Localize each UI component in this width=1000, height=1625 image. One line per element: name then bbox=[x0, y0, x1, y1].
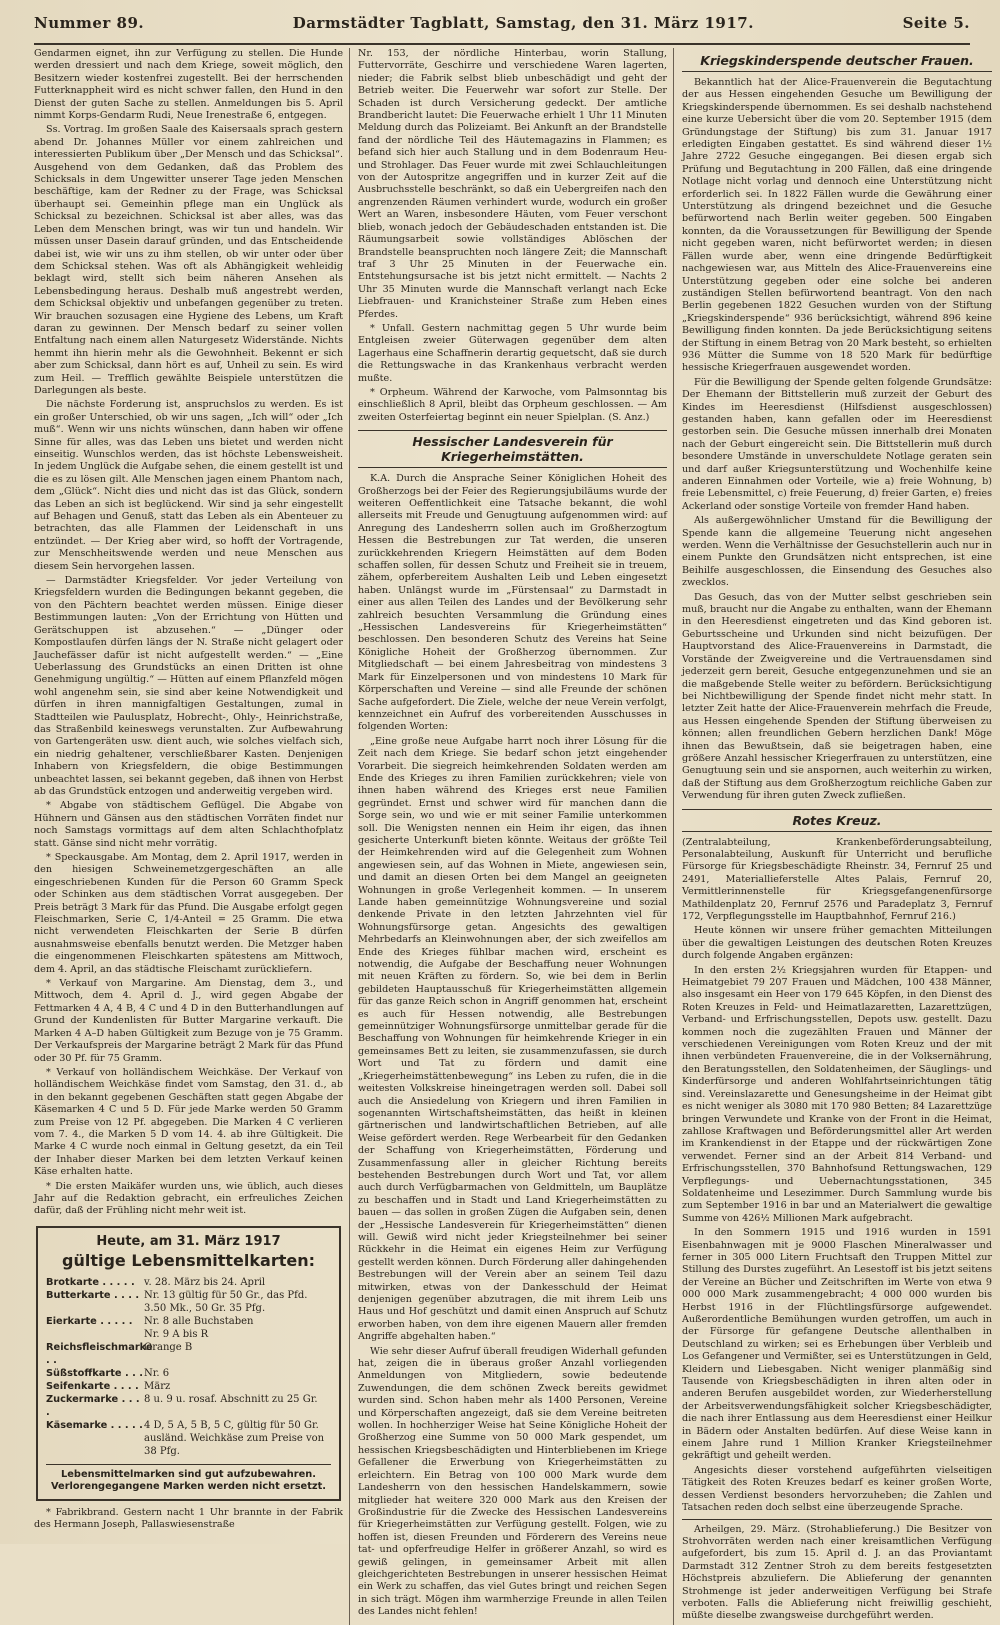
ration-card-name: Käsemarke . . . . . bbox=[46, 1419, 143, 1431]
paragraph: Wie sehr dieser Aufruf überall freudigen Widerhall gefunden hat, zeigen die in überaus großer Anzahl vorliegenden Anmeldungen von Mitgliedern, sowie bedeutende Zuwendungen, die dem schönen Zweck bereits gewidmet wurden sind. Schon haben mehr als 1400 Personen, Vereine und Körperschaften angezeigt, daß sie dem Vereine beitreten wollen. In hochherziger Weise hat Seine Königliche Hoheit der Großherzog eine Summe von 50 000 Mark gespendet, um hessischen Kriegsbeschädigten und Hinterbliebenen im Kriege Gefallener die Erwerbung von Kriegerheimstätten zu erleichtern. Ein Betrag von 100 000 Mark wurde dem Landesherrn von den hessischen Handelskammern, sowie mitglieder hat weitere 320 000 Mark aus den Kreisen der Großindustrie für die Zwecke des Hessischen Landesvereins für Kriegerheimstätten zur Verfügung gestellt. Folgen, wie zu hoffen ist, diesen Freunden und Förderern des Vereins neue tat- und opferfreudige Helfer in größerer Anzahl, so wird es gewiß gelingen, in gemeinsamer Arbeit mit allen gleichgerichteten Bestrebungen in unserer hessischen Heimat ein Werk zu schaffen, das viel Gutes bringt und reichen Segen in sich trägt. Mögen ihm warmherzige Freunde in allen Teilen des Landes nicht fehlen! bbox=[358, 1345, 667, 1618]
section-heading: Kriegskinderspende deutscher Frauen. bbox=[682, 50, 992, 72]
paragraph: „Eine große neue Aufgabe harrt noch ihrer Lösung für die Zeit nach dem Kriege. Sie bedarf schon jetzt eingehender Vorarbeit. Die siegreich heimkehrenden Soldaten werden am Ende des Krieges zu ihren Familien zurückkehren; viele von ihnen haben während des Krieges erst neue Familien gegründet. Ernst und schwer wird für manchen dann die Sorge sein, wo und wie er mit seiner Familie unterkommen soll. Die Wenigsten nennen ein Heim ihr eigen, das ihnen gesicherte Unterkunft bieten könnte. Weitaus der größte Teil der Heimkehrenden wird auf die Gelegenheit zum Wohnen angewiesen sein, auf das Wohnen in Miete, angewiesen sein, und damit an diesen Orten bei dem Mangel an geeigneten Wohnungen in große Verlegenheit kommen. — In unserem Lande haben gemeinnützige Wohnungsvereine und sozial denkende Private in den letzten Jahrzehnten viel für Wohnungsfürsorge getan. Angesichts des gewaltigen Mehrbedarfs an Kleinwohnungen aber, der sich zweifellos am Ende des Krieges fühlbar machen wird, erscheint es notwendig, die Aufgabe der Beschaffung neuer Wohnungen mit neuen Kräften zu fördern. So, wie bei dem in Berlin gebildeten Hauptausschuß für Kriegerheimstätten allgemein für das ganze Reich schon in Angriff genommen hat, erscheint es auch für Hessen notwendig, alle Bestrebungen gemeinnütziger Wohnungsfürsorge unmittelbar gerade für die Beschaffung von Wohnungen für heimkehrende Krieger in ein gemeinsames Bett zu leiten, sie zusammenzufassen, sie durch Wort und Tat zu fördern und damit eine „Kriegerheimstättenbewegung“ ins Leben zu rufen, die in die weitesten Volkskreise hineingetragen werden soll. Dabei soll auch die Ansiedelung von Kriegern und ihren Familien in sogenannten Wirtschaftsheimstätten, das heißt in kleinen gärtnerischen und landwirtschaftlichen Betrieben, auf alle Weise gefördert werden. Rege Werbearbeit für den Gedanken der Schaffung von Kriegerheimstätten, Förderung und Zusammenfassung aller in gleicher Richtung bereits bestehenden Bestrebungen durch Wort und Tat, vor allem auch durch Verfügbarmachen von Geldmitteln, um Bauplätze zu beschaffen und in Stadt und Land Kriegerheimstätten zu bauen — das sollen in großen Zügen die Aufgaben sein, denen der „Hessische Landesverein für Kriegerheimstätten“ dienen will. Gewiß wird nicht jeder Kriegsteilnehmer bei seiner Rückkehr in die Heimat ein eigenes Heim zur Verfügung gestellt werden können. Durch Förderung aller dahingehenden Bestrebungen will der Verein aber an seinem Teil dazu mitwirken, etwas von der Dankesschuld der Heimat denjenigen gegenüber abzutragen, die mit ihrem Leib uns Haus und Hof geschützt und damit einen Anspruch auf Schutz erworben haben, von dem ihre eigenen Mauern aller fremden Angriffe abgehalten haben.“ bbox=[358, 735, 667, 1343]
paragraph: * Orpheum. Während der Karwoche, vom Palmsonntag bis einschließlich 8 April, bleibt das Orpheum geschlossen. — Am zweiten Osterfeiertag beginnt ein neuer Spielplan. (S. Anz.) bbox=[358, 386, 667, 423]
ration-card-box bbox=[36, 1226, 341, 1501]
paragraph: Arheilgen, 29. März. (Strohablieferung.) Die Besitzer von Strohvorräten werden nach einer kreisamtlichen Verfügung aufgefordert, bis zum 15. April d. J. an das Proviantamt Darmstadt 312 Zentner Stroh zu dem bereits festgesetzten Höchstpreis abzuliefern. Die Ablieferung der genannten Strohmenge ist jeder anderweitigen Verfügung bei Strafe verboten. Falls die Ablieferung nicht freiwillig geschieht, müßte dieselbe zwangsweise durchgeführt werden. bbox=[682, 1523, 992, 1622]
column-1 bbox=[34, 48, 350, 1625]
box-title: Heute, am 31. März 1917 bbox=[96, 1233, 281, 1249]
ration-row bbox=[46, 1341, 331, 1367]
paragraph: Für die Bewilligung der Spende gelten folgende Grundsätze: Der Ehemann der Bittstellerin muß zurzeit der Geburt des Kindes im Heeresdienst (Hilfsdienst ausgeschlossen) gestanden haben, kann gefallen oder im Heeresdienst gestorben sein. Die Gesuche müssen innerhalb drei Monaten nach der Geburt eingereicht sein. Die Bittstellerin muß durch besondere Umstände in unverschuldete Notlage geraten sein und darf außer Kriegsunterstützung und Wochenhilfe keine anderen Einnahmen oder Vorteile, wie a) freie Wohnung, b) freie Lebensmittel, c) freie Feuerung, d) freier Garten, e) freies Ackerland oder sonstige Vorteile von fremder Hand haben. bbox=[682, 376, 992, 512]
ration-card-name: Brotkarte . . . . . bbox=[46, 1276, 135, 1288]
paragraph: Ss. Vortrag. Im großen Saale des Kaisersaals sprach gestern abend Dr. Johannes Müller vor einem zahlreichen und interessierten Publikum über „Der Mensch und das Schicksal“. Ausgehend von dem Gedanken, daß das Problem des Schicksals in dem Ungewitter unserer Tage jeden Menschen beschäftige, kam der Redner zu der Frage, was Schicksal überhaupt sei. Gemeinhin pflege man ein Unglück als Schicksal zu bezeichnen. Schicksal ist aber alles, was das Leben dem Menschen bringt, was wir tun und handeln. Wir müssen unser Dasein darauf gründen, und das Entscheidende dabei ist, wie wir uns zu ihm stellen, ob wir unter oder über dem Schicksal stehen. Was oft als Abhängigkeit wehleidig beklagt wird, stellt sich beim näheren Ansehen als Lebensbedingung heraus. Deshalb muß angestrebt werden, dem Schicksal objektiv und unbefangen gegenüber zu treten. Wir brauchen sozusagen eine Hygiene des Lebens, um Kraft daran zu gewinnen. Der Mensch bedarf zu seiner vollen Entfaltung nach einem allen Naturgesetz Widerstände. Nichts hemmt ihn hierin mehr als die Gewohnheit. Bekennt er sich aber zum Schicksal, dann hört es auf, Unheil zu sein. Es wird zum Heil. — Trefflich gewählte Beispiele unterstützen die Darlegungen als beste. bbox=[34, 124, 343, 396]
column-2 bbox=[358, 48, 674, 1625]
paragraph: (Zentralabteilung, Krankenbeförderungsabteilung, Personalabteilung, Auskunft für Unterricht und berufliche Fürsorge für Kriegsbeschädigte Rheinstr. 34, Fernruf 25 und 2491, Materiallieferstelle Altes Palais, Fernruf 20, Vermittlerinnenstelle für Kriegsgefangenenfürsorge Mathildenplatz 20, Fernruf 2576 und Paradeplatz 3, Fernruf 172, Verpflegungsstelle im Hauptbahnhof, Fernruf 216.) bbox=[682, 836, 992, 922]
ration-card-value: 4 D, 5 A, 5 B, 5 C, gültig für 50 Gr. ausländ. Weichkäse zum Preise von 38 Pfg. bbox=[144, 1419, 325, 1457]
paragraph: Heute können wir unsere früher gemachten Mitteilungen über die gewaltigen Leistungen des deutschen Roten Kreuzes durch folgende Angaben ergänzen: bbox=[682, 925, 992, 962]
ration-card-name: Süßstoffkarte . . . bbox=[46, 1367, 143, 1379]
page-number: Seite 5. bbox=[902, 14, 970, 32]
paragraph: * Fabrikbrand. Gestern nacht 1 Uhr brannte in der Fabrik des Hermann Joseph, Pallaswiesenstraße bbox=[34, 1506, 343, 1531]
section-heading: Hessischer Landesverein für Kriegerheimstätten. bbox=[358, 430, 667, 468]
paragraph: * Abgabe von städtischem Geflügel. Die Abgabe von Hühnern und Gänsen aus den städtischen Vorräten findet nur noch Samstags vormittags auf dem alten Schlachthofplatz statt. Gänse sind nicht mehr vorrätig. bbox=[34, 800, 343, 849]
ration-list bbox=[46, 1276, 331, 1458]
ration-card-value: 8 u. 9 u. rosaf. Abschnitt zu 25 Gr. bbox=[144, 1393, 318, 1405]
section-heading: Rotes Kreuz. bbox=[682, 809, 992, 832]
ration-card-name: Zuckermarke . . . . bbox=[46, 1393, 140, 1418]
ration-card-value: Nr. 8 alle Buchstaben bbox=[144, 1315, 254, 1327]
paragraph: Nr. 153, der nördliche Hinterbau, worin Stallung, Futtervorräte, Geschirre und verschiedene Waren lagerten, nieder; die Fabrik selbst blieb unbeschädigt und geht der Betrieb weiter. Die Feuerwehr war sofort zur Stelle. Der Schaden ist durch Versicherung gedeckt. Der amtliche Brandbericht lautet: Die Feuerwache erhielt 1 Uhr 11 Minuten Meldung durch das Polizeiamt. Bei Ankunft an der Brandstelle fand der nördliche Teil des Häutemagazins in Flammen; es befand sich hier auch Stallung und in dem Bodenraum Heu- und Strohlager. Das Feuer wurde mit zwei Schlauchleitungen von der Autospritze angegriffen und in kurzer Zeit auf die Ausbruchsstelle beschränkt, so daß ein Uebergreifen nach den angrenzenden Räumen verhindert wurde, wodurch ein großer Wert an Waren, insbesondere Häuten, vom Feuer verschont blieb, wonach jedoch der Gebäudeschaden entstanden ist. Die Räumungsarbeit sowie vollständiges Ablöschen der Brandstelle beanspruchten noch längere Zeit; die Mannschaft traf 3 Uhr 25 Minuten in der Feuerwache ein. Entstehungsursache ist bis jetzt nicht ermittelt. — Nachts 2 Uhr 35 Minuten wurde die Mannschaft verlangt nach Ecke Liebfrauen- und Kranichsteiner Straße zum Heben eines Pferdes. bbox=[358, 48, 667, 320]
paragraph: Gendarmen eignet, ihn zur Verfügung zu stellen. Die Hunde werden dressiert und nach dem Kriege, soweit möglich, den Besitzern wieder kostenfrei zugestellt. Bei der herrschenden Futterknappheit wird es nicht schwer fallen, den Hund in den Dienst der guten Sache zu stellen. Anmeldungen bis 5. April nimmt Korps-Gendarm Rudi, Neue Irenestraße 6, entgegen. bbox=[34, 48, 343, 122]
paragraph: * Speckausgabe. Am Montag, dem 2. April 1917, werden in den hiesigen Schweinemetzgergeschäften an alle eingeschriebenen Kunden für die Person 60 Gramm Speck oder Schinken aus dem städtischen Vorrat ausgegeben. Der Preis beträgt 3 Mark für das Pfund. Die Ausgabe erfolgt gegen Fleischmarken, Serie C, 1/4-Anteil = 25 Gramm. Die etwa nicht verwendeten Fleischkarten der Serie B dürfen ausnahmsweise ebenfalls benutzt werden. Die Metzger haben die eingenommenen Fleischkarten spätestens am Mittwoch, dem 4. April, an das städtische Fleischamt zurückliefern. bbox=[34, 852, 343, 975]
ration-row bbox=[46, 1315, 331, 1328]
ration-card-value: Nr. 13 gültig für 50 Gr., das Pfd. 3.50 Mk., 50 Gr. 35 Pfg. bbox=[144, 1289, 308, 1314]
ration-card-value: März bbox=[144, 1380, 171, 1392]
box-subtitle: gültige Lebensmittelkarten: bbox=[61, 1250, 315, 1270]
ration-row bbox=[46, 1380, 331, 1393]
paragraph: Bekanntlich hat der Alice-Frauenverein die Begutachtung der aus Hessen eingehenden Gesuche um Bewilligung der Kriegskinderspende übernommen. Es sei deshalb nachstehend eine kurze Uebersicht über die vom 20. September 1915 (dem Gründungstage der Stiftung) bis zum 31. Januar 1917 erledigten Eingaben gestattet. Es sind während dieser 1½ Jahre 2722 Gesuche eingegangen. Bei diesen ergab sich Prüfung und Begutachtung in 200 Fällen, daß eine dringende Notlage nicht vorlag und dennoch eine Unterstützung nicht erforderlich sei. In 1822 Fällen wurde die Gewährung einer Unterstützung als dringend bezeichnet und die Gesuche befürwortend nach Berlin weiter gegeben. 500 Eingaben konnten, da die Voraussetzungen für Bewilligung der Spende nicht gegeben waren, nicht befürwortet werden; in diesen Fällen wurde aber, wenn eine dringende Bedürftigkeit nachgewiesen war, aus Mitteln des Alice-Frauenvereins eine Unterstützung gegeben oder eine solche bei anderen zuständigen Stellen befürwortend beantragt. Von den nach Berlin gegebenen 1822 Gesuchen wurden von der Stiftung „Kriegskinderspende“ 936 berücksichtigt, während 896 keine Bewilligung finden konnten. Da jede Berücksichtigung seitens der Stiftung in einem Betrag von 20 Mark besteht, so erhielten 936 Mütter die Summe von 18 520 Mark für bedürftige hessische Kriegerfrauen ausgewendet worden. bbox=[682, 77, 992, 374]
paragraph: * Unfall. Gestern nachmittag gegen 5 Uhr wurde beim Entgleisen zweier Güterwagen gegenüber dem alten Lagerhaus eine Schaffnerin derartig gequetscht, daß sie durch die Rettungswache in das Krankenhaus verbracht werden mußte. bbox=[358, 322, 667, 384]
paragraph: Die nächste Forderung ist, anspruchslos zu werden. Es ist ein großer Unterschied, ob wir uns sagen, „Ich will“ oder „Ich muß“. Wenn wir uns nichts wünschen, dann haben wir offene Sinne für alles, was das Leben uns bietet und werden nicht einseitig. Wunschlos werden, das ist höchste Lebensweisheit. In jedem Unglück die Aufgabe sehen, die einem gestellt ist und die es zu lösen gilt. Alle Menschen jagen einem Phantom nach, dem „Glück“. Nicht dies und nicht das ist das Glück, sondern das Leben an sich ist beglückend. Wir sind ja sehr eingestellt auf Behagen und Genuß, statt das Leben als ein Abenteuer zu betrachten, das alle Flammen der Leidenschaft in uns entzündet. — Der Krieg aber wird, so hofft der Vortragende, zur Menschheitswende werden und neue Menschen aus diesem Sein hervorgehen lassen. bbox=[34, 399, 343, 572]
paragraph: Als außergewöhnlicher Umstand für die Bewilligung der Spende kann die allgemeine Teuerung nicht angesehen werden. Wenn die Verhältnisse der Gesuchstellerin auch nur in einem Punkte den Grundsätzen nicht entsprechen, ist eine Beihilfe ausgeschlossen, die Einsendung des Gesuches also zwecklos. bbox=[682, 515, 992, 589]
ration-card-value: Orange B bbox=[144, 1341, 193, 1353]
ration-card-name: Seifenkarte . . . . bbox=[46, 1380, 139, 1392]
paragraph: — Darmstädter Kriegsfelder. Vor jeder Verteilung von Kriegsfeldern wurden die Bedingungen bekannt gegeben, die von den Pächtern beachtet werden müssen. Einige dieser Bestimmungen lauten: „Von der Errichtung von Hütten und Gerätschuppen ist abzusehen.“ — „Dünger oder Kompostlaufen dürfen längs der N. Straße nicht gelagert oder Jauchefässer dafür ist nicht aufgestellt werden.“ — „Eine Ueberlassung des Grundstücks an einen Dritten ist ohne Genehmigung ungültig.“ — Hütten auf einem Pflanzfeld mögen wohl angenehm sein, sie sind aber keine Notwendigkeit und dürfen in ihren mannigfaltigen Gestaltungen, zumal in Stadtteilen wie Paulusplatz, Hobrecht-, Ohly-, Heinrichstraße, das Straßenbild keineswegs verunstalten. Zur Aufbewahrung von Gartengeräten usw. dient auch, wie solches vielfach sich, ein niedrig gehaltener, verschließbarer Kasten. Denjenigen Inhabern von Kriegsfeldern, die obige Bestimmungen unbeachtet lassen, sei bekannt gegeben, daß ihnen von Herbst ab das Grundstück entzogen und anderweitig vergeben wird. bbox=[34, 575, 343, 797]
paragraph: * Verkauf von holländischem Weichkäse. Der Verkauf von holländischem Weichkäse findet vom Samstag, den 31. d., ab in den bekannt gegebenen Geschäften statt gegen Abgabe der Käsemarken 4 C und 5 D. Für jede Marke werden 50 Gramm zum Preise von 12 Pf. abgegeben. Die Marken 4 C verlieren vom 7. 4., die Marken 5 D vom 14. 4. ab ihre Gültigkeit. Die Marke 4 C wurde noch einmal in Geltung gesetzt, da ein Teil der Inhaber dieser Marken bei dem letzten Verkauf keinen Käse erhalten hatte. bbox=[34, 1066, 343, 1178]
ration-card-value: v. 28. März bis 24. April bbox=[144, 1276, 266, 1288]
issue-number: Nummer 89. bbox=[34, 14, 145, 32]
paragraph: * Verkauf von Margarine. Am Dienstag, dem 3., und Mittwoch, dem 4. April d. J., wird gegen Abgabe der Fettmarken 4 A, 4 B, 4 C und 4 D in den Butterhandlungen auf Grund der Kundenlisten für Butter Margarine verkauft. Die Marken 4 A–D haben Gültigkeit zum Bezuge von je 75 Gramm. Der Verkaufspreis der Margarine beträgt 2 Mark für das Pfund oder 30 Pf. für 75 Gramm. bbox=[34, 978, 343, 1064]
ration-row bbox=[46, 1419, 331, 1458]
paragraph: In den Sommern 1915 und 1916 wurden in 1591 Eisenbahnwagen mit je 9000 Flaschen Mineralwasser und ferner in 305 000 Litern Fruchtsaft den Truppen Mittel zur Stillung des Durstes zugeführt. An Lesestoff ist bis jetzt seitens der Vereine an Bücher und Zeitschriften im Werte von etwa 9 000 000 Mark zusammengebracht; 4 000 000 wurden bis Herbst 1916 in der Flüchtlingsfürsorge aufgewendet. Außerordentliche Bemühungen wurden getroffen, um auch in der Fürsorge für gefangene Deutsche allenthalben in Deutschland zu wirken; sei es Erhebungen über Verbleib und Los Gefangener und Vermißter, sei es Unterstützungen in Geld, Kleidern und Liebesgaben. Nicht weniger planmäßig sind Tausende von Kriegsbeschädigten in ihren alten oder in anderen Berufen ausgebildet worden, zur Wiederherstellung der Arbeitsverwendungsfähigkeit solcher Kriegsbeschädigter, die nach ihrer Entlassung aus dem Heeresdienst einer Heilkur in Bädern oder Anstalten bedürfen. Auf diese Weise kann in einem Jahre rund 1 Million Kranker Kriegsteilnehmer gekräftigt und geheilt werden. bbox=[682, 1227, 992, 1462]
ration-card-name: Butterkarte . . . . bbox=[46, 1289, 140, 1301]
ration-row bbox=[46, 1289, 331, 1315]
paragraph: Angesichts dieser vorstehend aufgeführten vielseitigen Tätigkeit des Roten Kreuzes bedarf es keiner großen Worte, dessen Verdienst besonders hervorzuheben; die Zahlen und Tatsachen reden doch selbst eine überzeugende Sprache. bbox=[682, 1464, 992, 1514]
ration-card-name: Eierkarte . . . . . bbox=[46, 1315, 133, 1327]
paragraph: K.A. Durch die Ansprache Seiner Königlichen Hoheit des Großherzogs bei der Feier des Regierungsjubiläums wurde der weiteren Oeffentlichkeit eine Tatsache bekannt, die wohl allerseits mit Freude und Genugtuung aufgenommen wird: auf Anregung des Landesherrn sollen auch im Großherzogtum Hessen die Bestrebungen zur Tat werden, die unseren zurückkehrenden Kriegern Heimstätten auf dem Boden schaffen sollen, für dessen Schutz und Freiheit sie in treuem, zähem, opferbereitem Aushalten Leib und Leben eingesetzt haben. Unlängst wurde im „Fürstensaal“ zu Darmstadt in einer aus allen Teilen des Landes und der Bevölkerung sehr zahlreich besuchten Versammlung die Gründung eines „Hessischen Landesvereins für Kriegerheimstätten“ beschlossen. Den besonderen Schutz des Vereins hat Seine Königliche Hoheit der Großherzog übernommen. Zur Mitgliedschaft — bei einem Jahresbeitrag von mindestens 3 Mark für Einzelpersonen und von mindestens 10 Mark für Körperschaften und Vereine — sind alle Freunde der schönen Sache aufgefordert. Die Ziele, welche der neue Verein verfolgt, kennzeichnet ein Aufruf des vorbereitenden Ausschusses in folgenden Worten: bbox=[358, 473, 667, 733]
columns bbox=[34, 48, 992, 1622]
divider bbox=[682, 1519, 992, 1520]
ration-row bbox=[46, 1276, 331, 1289]
ration-row bbox=[46, 1367, 331, 1380]
column-3 bbox=[682, 48, 998, 1625]
ration-card-name bbox=[46, 1328, 144, 1341]
paragraph: Das Gesuch, das von der Mutter selbst geschrieben sein muß, braucht nur die Angabe zu enthalten, wann der Ehemann in den Heeresdienst eingetreten und das Kind geboren ist. Geburtsscheine und Urkunden sind nicht beizufügen. Der Hauptvorstand des Alice-Frauenvereins in Darmstadt, die Vorstände der Zweigvereine und die Vertrauensdamen sind jederzeit gern bereit, Gesuche entgegenzunehmen und sie an die maßgebende Stelle weiter zu befördern. Berücksichtigung bei Nichtbewilligung der Spende findet nicht mehr statt. In letzter Zeit hatte der Alice-Frauenverein mehrfach die Freude, aus Hessen eingehende Spenden der Stiftung überweisen zu können; allen freundlichen Gebern herzlichen Dank! Möge ihnen das Bewußtsein, daß sie beigetragen haben, eine größere Anzahl hessischer Kriegerfrauen zu unterstützen, eine Genugtuung sein und sie anspornen, auch weiterhin zu wirken, daß der Stiftung aus dem Großherzogtum reichliche Gaben zur Verwendung für ihren guten Zweck zufließen. bbox=[682, 591, 992, 802]
page-header bbox=[34, 14, 970, 45]
paragraph: In den ersten 2½ Kriegsjahren wurden für Etappen- und Heimatgebiet 79 207 Frauen und Mädchen, 100 438 Männer, also insgesamt ein Heer von 179 645 Köpfen, in den Dienst des Roten Kreuzes in Feld- und Heimatlazaretten, Lazarettzügen, Verband- und Erfrischungsstellen, Depots usw. gestellt. Dazu kommen noch die zugezählten Frauen und Männer der verschiedenen Vereinigungen vom Roten Kreuz und der mit ihnen verbündeten Frauenvereine, die in der Volksernährung, den Beratungsstellen, den Soldatenheimen, der Säuglings- und Kinderfürsorge und anderen Wohlfahrtseinrichtungen tätig sind. Vereinslazarette und Genesungsheime in der Heimat gibt es nicht weniger als 3080 mit 170 980 Betten; 84 Lazarettzüge bringen Verwundete und Kranke von der Front in die Heimat, zahllose Kraftwagen und Beförderungsmittel aller Art werden im Krankendienst in der Etappe und der rückwärtigen Zone verwendet. Ferner sind an der Arbeit 814 Verband- und Erfrischungsstellen, 370 Bahnhofsund Rettungswachen, 129 Verpflegungs- und Uebernachtungsstationen, 345 Soldatenheime und Lesezimmer. Durch Sammlung wurde bis zum September 1916 in bar und an Materialwert die gewaltige Summe von 426½ Millionen Mark aufgebracht. bbox=[682, 964, 992, 1224]
ration-card-value: Nr. 9 A bis R bbox=[144, 1328, 209, 1340]
ration-row bbox=[46, 1328, 331, 1341]
box-note: Lebensmittelmarken sind gut aufzubewahren. Verlorengegangene Marken werden nicht ersetzt. bbox=[46, 1464, 331, 1493]
masthead: Darmstädter Tagblatt, Samstag, den 31. März 1917. bbox=[292, 14, 754, 32]
paragraph: * Die ersten Maikäfer wurden uns, wie üblich, auch dieses Jahr auf die Redaktion gebracht, ein erfreuliches Zeichen dafür, daß der Frühling nicht mehr weit ist. bbox=[34, 1180, 343, 1217]
ration-card-name: Reichsfleischmarke . . bbox=[46, 1341, 153, 1366]
ration-card-value: Nr. 6 bbox=[144, 1367, 170, 1379]
ration-row bbox=[46, 1393, 331, 1419]
